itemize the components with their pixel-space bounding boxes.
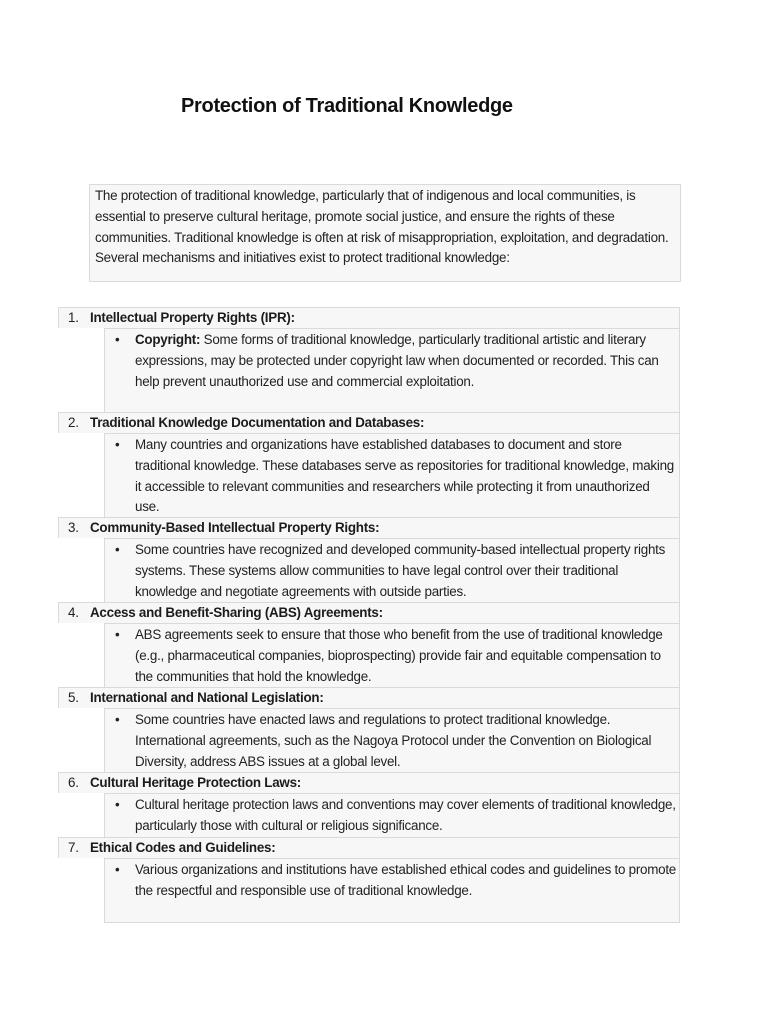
intro-paragraph: The protection of traditional knowledge, particularly that of indigenous and local communities, is essential to preserve cultural heritage, promote social justice, and ensure the rights of these communities. Traditional knowledge is often at risk of misappropriation, exploitation, and degradation. Several mechanisms and initiatives exist to protect traditional knowledge: xyxy=(89,184,681,282)
list-item-title: Community-Based Intellectual Property Rights: xyxy=(90,520,380,535)
bullet-text: Some forms of traditional knowledge, particularly traditional artistic and literary expressions, may be protected under copyright law when documented or recorded. This can help prevent unauthorized use and commercial exploitation. xyxy=(135,332,659,389)
list-item-heading xyxy=(58,687,680,708)
bullet-icon: • xyxy=(115,797,120,812)
bullet-text: Some countries have enacted laws and regulations to protect traditional knowledge. International agreements, such as the Nagoya Protocol under the Convention on Biological Diversity, address ABS issues at a global level. xyxy=(135,712,652,769)
list-item-heading xyxy=(58,517,680,538)
list-item-title: Ethical Codes and Guidelines: xyxy=(90,840,276,855)
list-item-title: Traditional Knowledge Documentation and Databases: xyxy=(90,415,425,430)
list-item-title: Intellectual Property Rights (IPR): xyxy=(90,310,295,325)
list-item-heading xyxy=(58,837,680,858)
list-item-heading xyxy=(58,772,680,793)
list-item-bullet xyxy=(104,538,680,602)
bullet-icon: • xyxy=(115,332,120,347)
bullet-icon: • xyxy=(115,712,120,727)
list-item-bullet xyxy=(104,858,680,923)
list-item-bullet xyxy=(104,328,680,412)
bullet-icon: • xyxy=(115,862,120,877)
list-item-bullet xyxy=(104,708,680,772)
list-item-number: 7. xyxy=(68,840,79,855)
list-item-bullet xyxy=(104,793,680,837)
list-item-heading xyxy=(58,602,680,623)
list-item-number: 4. xyxy=(68,605,79,620)
page-title: Protection of Traditional Knowledge xyxy=(181,95,513,117)
list-item-number: 3. xyxy=(68,520,79,535)
list-item-bullet xyxy=(104,623,680,687)
list-item-number: 5. xyxy=(68,690,79,705)
list-item-bullet xyxy=(104,433,680,517)
bullet-icon: • xyxy=(115,542,120,557)
bullet-lead-term: Copyright: xyxy=(135,332,201,347)
bullet-text: Some countries have recognized and developed community-based intellectual property rights systems. These systems allow communities to have legal control over their traditional knowledge and negotiate agreements with outside parties. xyxy=(135,542,666,599)
list-item-number: 2. xyxy=(68,415,79,430)
list-item-title: Access and Benefit-Sharing (ABS) Agreements: xyxy=(90,605,383,620)
bullet-icon: • xyxy=(115,627,120,642)
bullet-text: Cultural heritage protection laws and conventions may cover elements of traditional knowledge, particularly those with cultural or religious significance. xyxy=(135,797,676,833)
list-item-number: 1. xyxy=(68,310,79,325)
bullet-icon: • xyxy=(115,437,120,452)
list-item-title: International and National Legislation: xyxy=(90,690,324,705)
numbered-list xyxy=(58,307,680,923)
list-item-number: 6. xyxy=(68,775,79,790)
bullet-text: ABS agreements seek to ensure that those who benefit from the use of traditional knowledge (e.g., pharmaceutical companies, bioprospecting) provide fair and equitable compensation to the communities that hold the knowledge. xyxy=(135,627,663,684)
list-item-heading xyxy=(58,307,680,328)
list-item-title: Cultural Heritage Protection Laws: xyxy=(90,775,301,790)
bullet-text: Many countries and organizations have established databases to document and store traditional knowledge. These databases serve as repositories for traditional knowledge, making it accessible to relevant communities and researchers while protecting it from unauthorized use. xyxy=(135,437,674,515)
bullet-text: Various organizations and institutions have established ethical codes and guidelines to promote the respectful and responsible use of traditional knowledge. xyxy=(135,862,676,898)
list-item-heading xyxy=(58,412,680,433)
